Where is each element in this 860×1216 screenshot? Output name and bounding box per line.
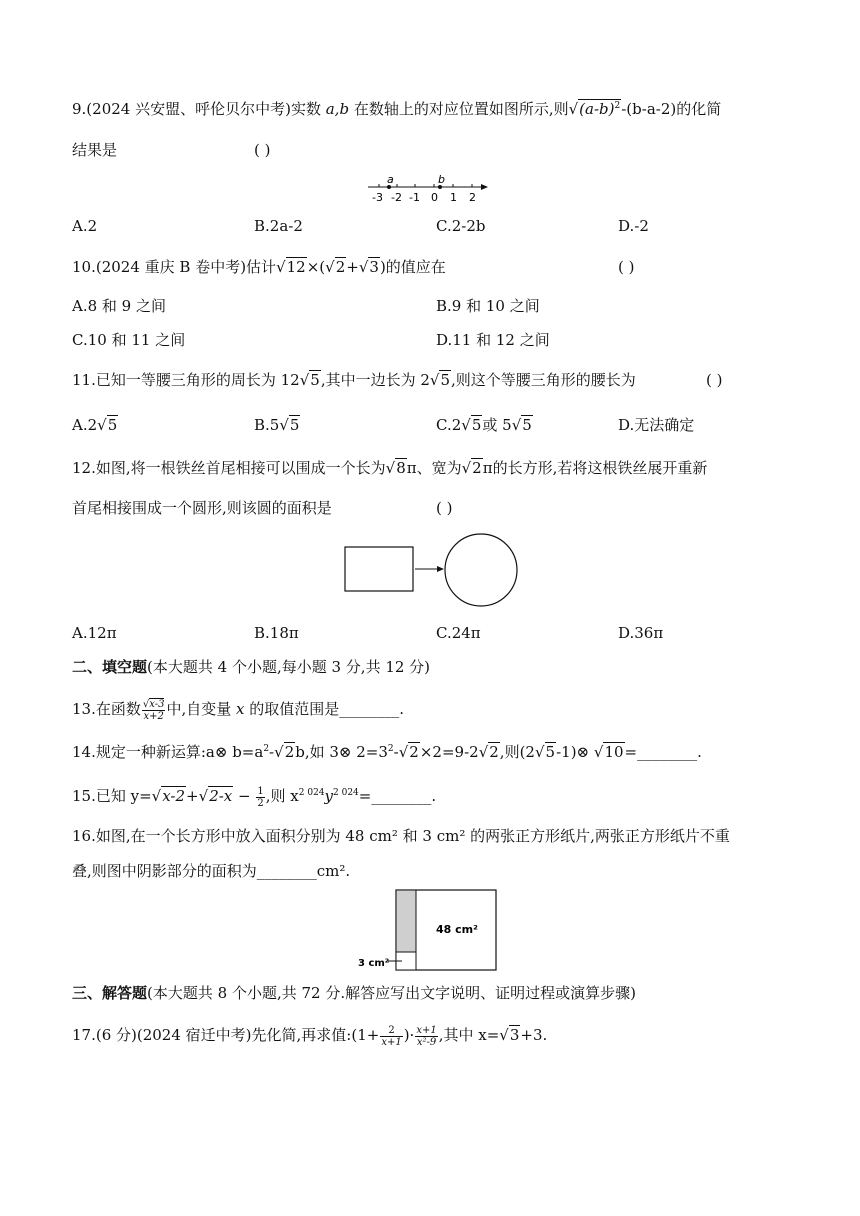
q17-line: 17.(6 分)(2024 宿迁中考)先化简,再求值:(1+ $\frac{2}{x+1}$ )· $\frac{x+1}{\text{x²-9}}$ ,其中 x=√3+3.: [72, 1024, 548, 1048]
q16-line2: 叠,则图中阴影部分的面积为________cm².: [72, 862, 351, 880]
squares-figure: [356, 886, 500, 974]
section2-title: 二、填空题: [72, 658, 148, 676]
arrow-icon: [437, 566, 444, 572]
rectangle-shape: [345, 547, 413, 591]
q12-line1: 12.如图,将一根铁丝首尾相接可以围成一个长为√8π、宽为√2π的长方形,若将这根铁丝展开重新: [72, 459, 708, 477]
q11-option-b: B.5√5: [254, 416, 300, 434]
q16-blank[interactable]: ________: [256, 862, 317, 880]
q9-text-b: 在数轴上的对应位置如图所示,则: [349, 100, 569, 118]
q17-fraction-1: $\frac{2}{x+1}$: [381, 1024, 402, 1048]
q12-line2: 首尾相接围成一个圆形,则该圆的面积是: [72, 499, 332, 517]
section3-note: (本大题共 8 个小题,共 72 分.解答应写出文字说明、证明过程或演算步骤): [147, 984, 636, 1002]
q9-option-b: B.2a-2: [254, 217, 303, 235]
q13-fraction: $\frac{√x-3}{x+2}$: [142, 698, 165, 722]
section3-heading: [72, 982, 636, 1004]
tick-label: -3: [372, 191, 383, 204]
q9-sqrt: $√(a-b)^2$: [568, 100, 621, 118]
q9-vars: a,b: [325, 100, 350, 118]
q11-option-c: C.2√5或 5√5: [436, 416, 532, 434]
q14-blank[interactable]: ________: [637, 743, 698, 761]
q9-text: 9.(2024 兴安盟、呼伦贝尔中考)实数: [72, 100, 326, 118]
q15-fraction: $\frac{1}{2}$: [257, 785, 264, 809]
tick-label: -2: [391, 191, 402, 204]
q9-option-c: C.2-2b: [436, 217, 486, 235]
number-line: [364, 172, 494, 206]
q9-answer-paren: ( ): [254, 141, 271, 159]
q11-line: 11.已知一等腰三角形的周长为 12√5,其中一边长为 2√5,则这个等腰三角形的腰长为: [72, 371, 636, 389]
q15-blank[interactable]: ________: [371, 787, 432, 805]
q12-answer-paren: ( ): [436, 499, 453, 517]
q9-line2: 结果是: [72, 141, 118, 159]
tick-label: 2: [469, 191, 476, 204]
section3-title: 三、解答题: [72, 984, 148, 1002]
circle-shape: [445, 534, 517, 606]
q10-option-c: C.10 和 11 之间: [72, 331, 186, 349]
q10-answer-paren: ( ): [618, 258, 635, 276]
q14-line: 14.规定一种新运算:a⊗ $b=a^2-√2b$,如 3⊗ $2=3^2-√2\times 2=9-2√2$,则(2√5-1)⊗ √10=________.: [72, 743, 702, 761]
q10-line: 10.(2024 重庆 B 卷中考)估计√12×(√2+√3)的值应在: [72, 258, 446, 276]
point-a-label: a: [387, 173, 394, 186]
q16-line1: 16.如图,在一个长方形中放入面积分别为 48 cm² 和 3 cm² 的两张正方形纸片,两张正方形纸片不重: [72, 827, 730, 845]
q12-option-c: C.24π: [436, 624, 481, 642]
q10-option-b: B.9 和 10 之间: [436, 297, 540, 315]
q12-option-b: B.18π: [254, 624, 299, 642]
tick-label: 0: [431, 191, 438, 204]
q9-text-tail: -(b-a-2)的化简: [621, 100, 722, 118]
q12-option-d: D.36π: [618, 624, 664, 642]
tick-label: -1: [409, 191, 420, 204]
tick-label: 1: [450, 191, 457, 204]
small-square-label: 3 cm²: [358, 958, 390, 969]
section2-heading: [72, 656, 430, 678]
q9-line1: [72, 98, 721, 120]
q13-line: 13.在函数 $\frac{√x-3}{x+2}$ 中,自变量 x 的取值范围是________.: [72, 698, 405, 722]
section2-note: (本大题共 4 个小题,每小题 3 分,共 12 分): [147, 658, 431, 676]
q12-option-a: A.12π: [72, 624, 117, 642]
q17-fraction-2: $\frac{x+1}{\text{x²-9}}$: [416, 1024, 437, 1048]
q9-option-d: D.-2: [618, 217, 649, 235]
q15-line: 15.已知 y=√x-2+√2-x − $\frac{1}{2}$ ,则 $x^{2 024}y^{2 024}=\_\_\_\_\_\_\_\_$.: [72, 785, 437, 809]
q10-option-a: A.8 和 9 之间: [72, 297, 166, 315]
q11-option-d: D.无法确定: [618, 416, 695, 434]
big-square-label: 48 cm²: [436, 923, 478, 936]
q11-answer-paren: ( ): [706, 371, 723, 389]
point-b-label: b: [438, 173, 445, 186]
q11-option-a: A.2√5: [72, 416, 118, 434]
rectangle-to-circle-figure: [340, 532, 522, 612]
q13-blank[interactable]: ________: [339, 700, 400, 718]
q9-option-a: A.2: [72, 217, 98, 235]
shaded-region: [396, 890, 416, 952]
q10-option-d: D.11 和 12 之间: [436, 331, 550, 349]
